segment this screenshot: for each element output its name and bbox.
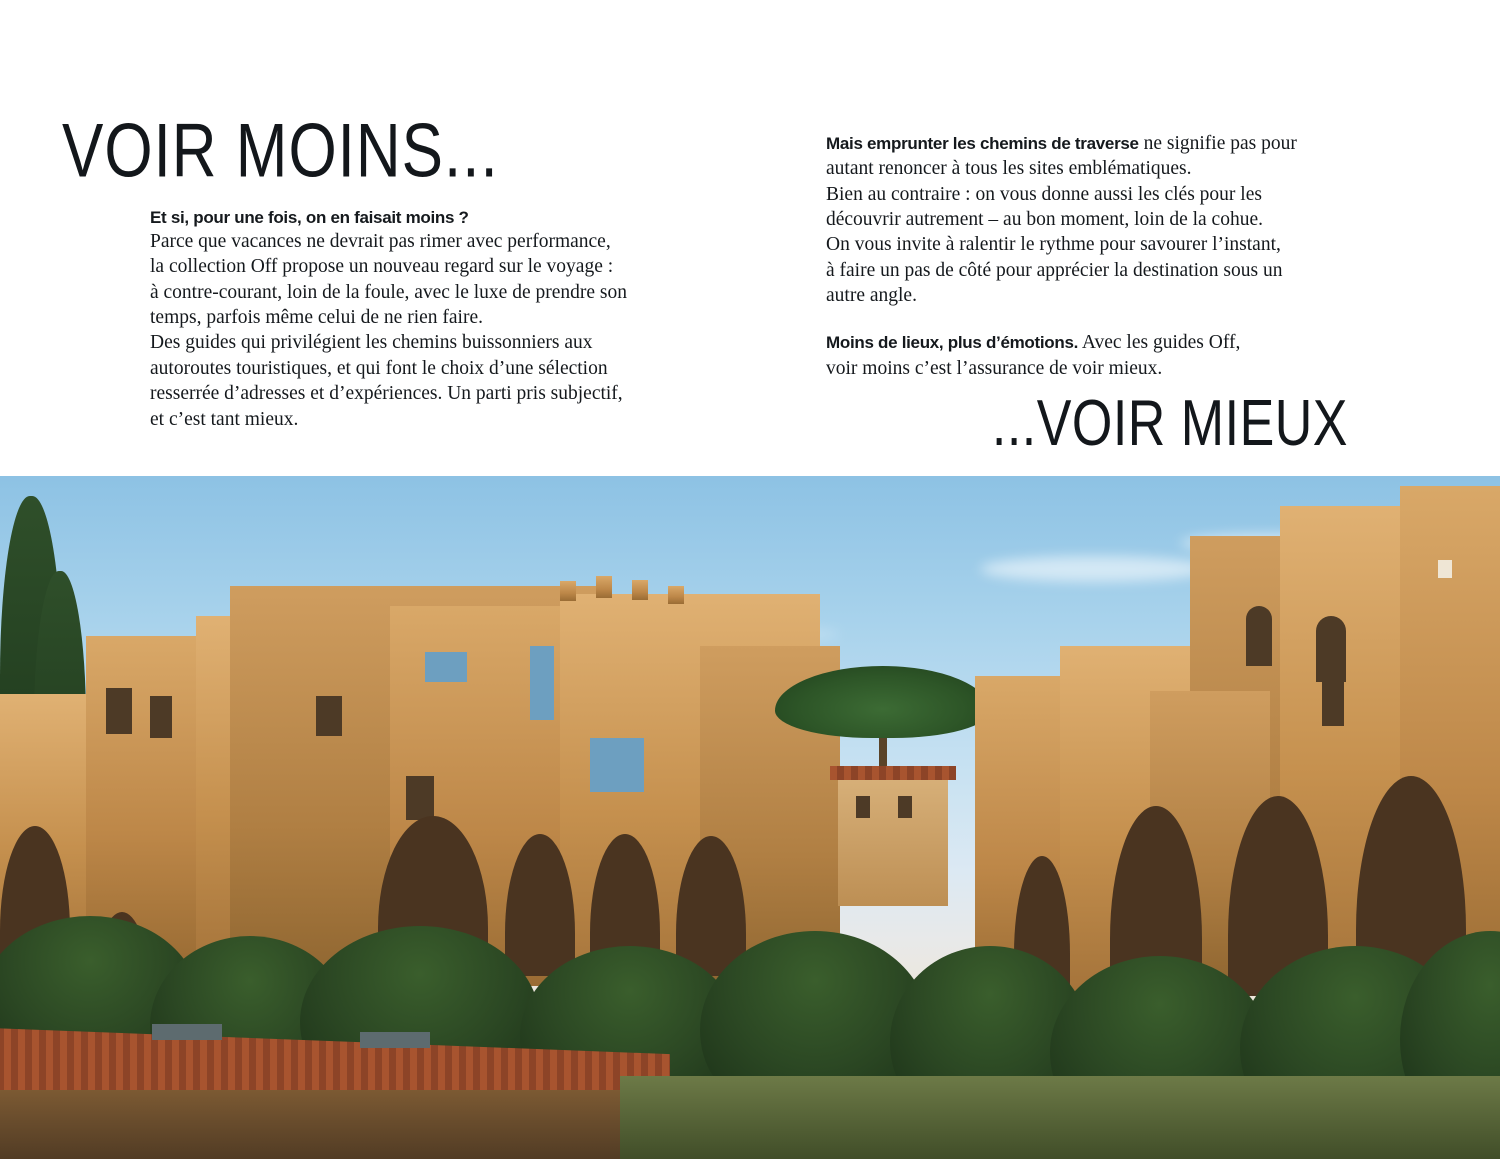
hero-photograph [0, 476, 1500, 1159]
ruin-window [1322, 656, 1344, 726]
ruin-window [106, 688, 132, 734]
left-paragraph-line: Des guides qui privilégient les chemins buissonniers aux [150, 332, 593, 354]
building-roof [830, 766, 956, 780]
left-paragraph-line: et c’est tant mieux. [150, 408, 299, 430]
ruin-window [316, 696, 342, 736]
right-lead-continuation: ne signifie pas pour [1138, 133, 1297, 154]
ruin-window [1246, 606, 1272, 666]
ruin-window-sky [1438, 560, 1452, 578]
headline-voir-moins: VOIR MOINS... [62, 109, 499, 194]
roof-shadow [0, 1090, 690, 1159]
right-lead-text: Mais emprunter les chemins de traverse [826, 134, 1139, 153]
paragraph-spacer [826, 308, 1331, 330]
ruin-window-sky [425, 652, 467, 682]
ruin-crest [632, 580, 648, 600]
building-window [856, 796, 870, 818]
cloud [980, 556, 1210, 582]
right-paragraph-line: à faire un pas de côté pour apprécier la destination sous un [826, 259, 1283, 281]
ruin-crest [596, 576, 612, 598]
foreground-ground [620, 1076, 1500, 1159]
right-paragraph-line: autant renoncer à tous les sites emblématiques. [826, 158, 1192, 180]
skylight [152, 1024, 222, 1040]
ruin-crest [668, 586, 684, 604]
ruin-window [406, 776, 434, 820]
ruin-window-sky [530, 646, 554, 720]
left-paragraph-line: à contre-courant, loin de la foule, avec le luxe de prendre son [150, 281, 627, 303]
left-lead-text: Et si, pour une fois, on en faisait moins ? [150, 208, 469, 227]
headline-voir-mieux: ...VOIR MIEUX [991, 387, 1348, 460]
left-paragraph-line: autoroutes touristiques, et qui font le choix d’une sélection [150, 357, 608, 379]
small-building [838, 776, 948, 906]
left-paragraph-line: la collection Off propose un nouveau regard sur le voyage : [150, 256, 614, 278]
left-paragraph-line: temps, parfois même celui de ne rien faire. [150, 307, 483, 329]
right-paragraph-line: On vous invite à ralentir le rythme pour savourer l’instant, [826, 234, 1281, 256]
left-paragraph-line: resserrée d’adresses et d’expériences. Un parti pris subjectif, [150, 383, 623, 405]
left-text-column [150, 207, 670, 432]
right-paragraph-line: autre angle. [826, 285, 917, 307]
ruin-window-sky [590, 738, 644, 792]
right-lead2-continuation: Avec les guides Off, [1078, 332, 1241, 354]
right-paragraph-line: Bien au contraire : on vous donne aussi les clés pour les [826, 183, 1262, 205]
ruin-crest [560, 581, 576, 601]
skylight [360, 1032, 430, 1048]
building-window [898, 796, 912, 818]
left-paragraph-line: Parce que vacances ne devrait pas rimer avec performance, [150, 231, 611, 253]
right-text-column [826, 131, 1331, 381]
right-closing-line: voir moins c’est l’assurance de voir mieux. [826, 357, 1163, 379]
ruin-window [150, 696, 172, 738]
right-lead-line [826, 131, 1331, 156]
right-lead2-text: Moins de lieux, plus d’émotions. [826, 333, 1079, 353]
right-lead2-line [826, 330, 1331, 355]
right-paragraph-line: découvrir autrement – au bon moment, loin de la cohue. [826, 209, 1263, 231]
